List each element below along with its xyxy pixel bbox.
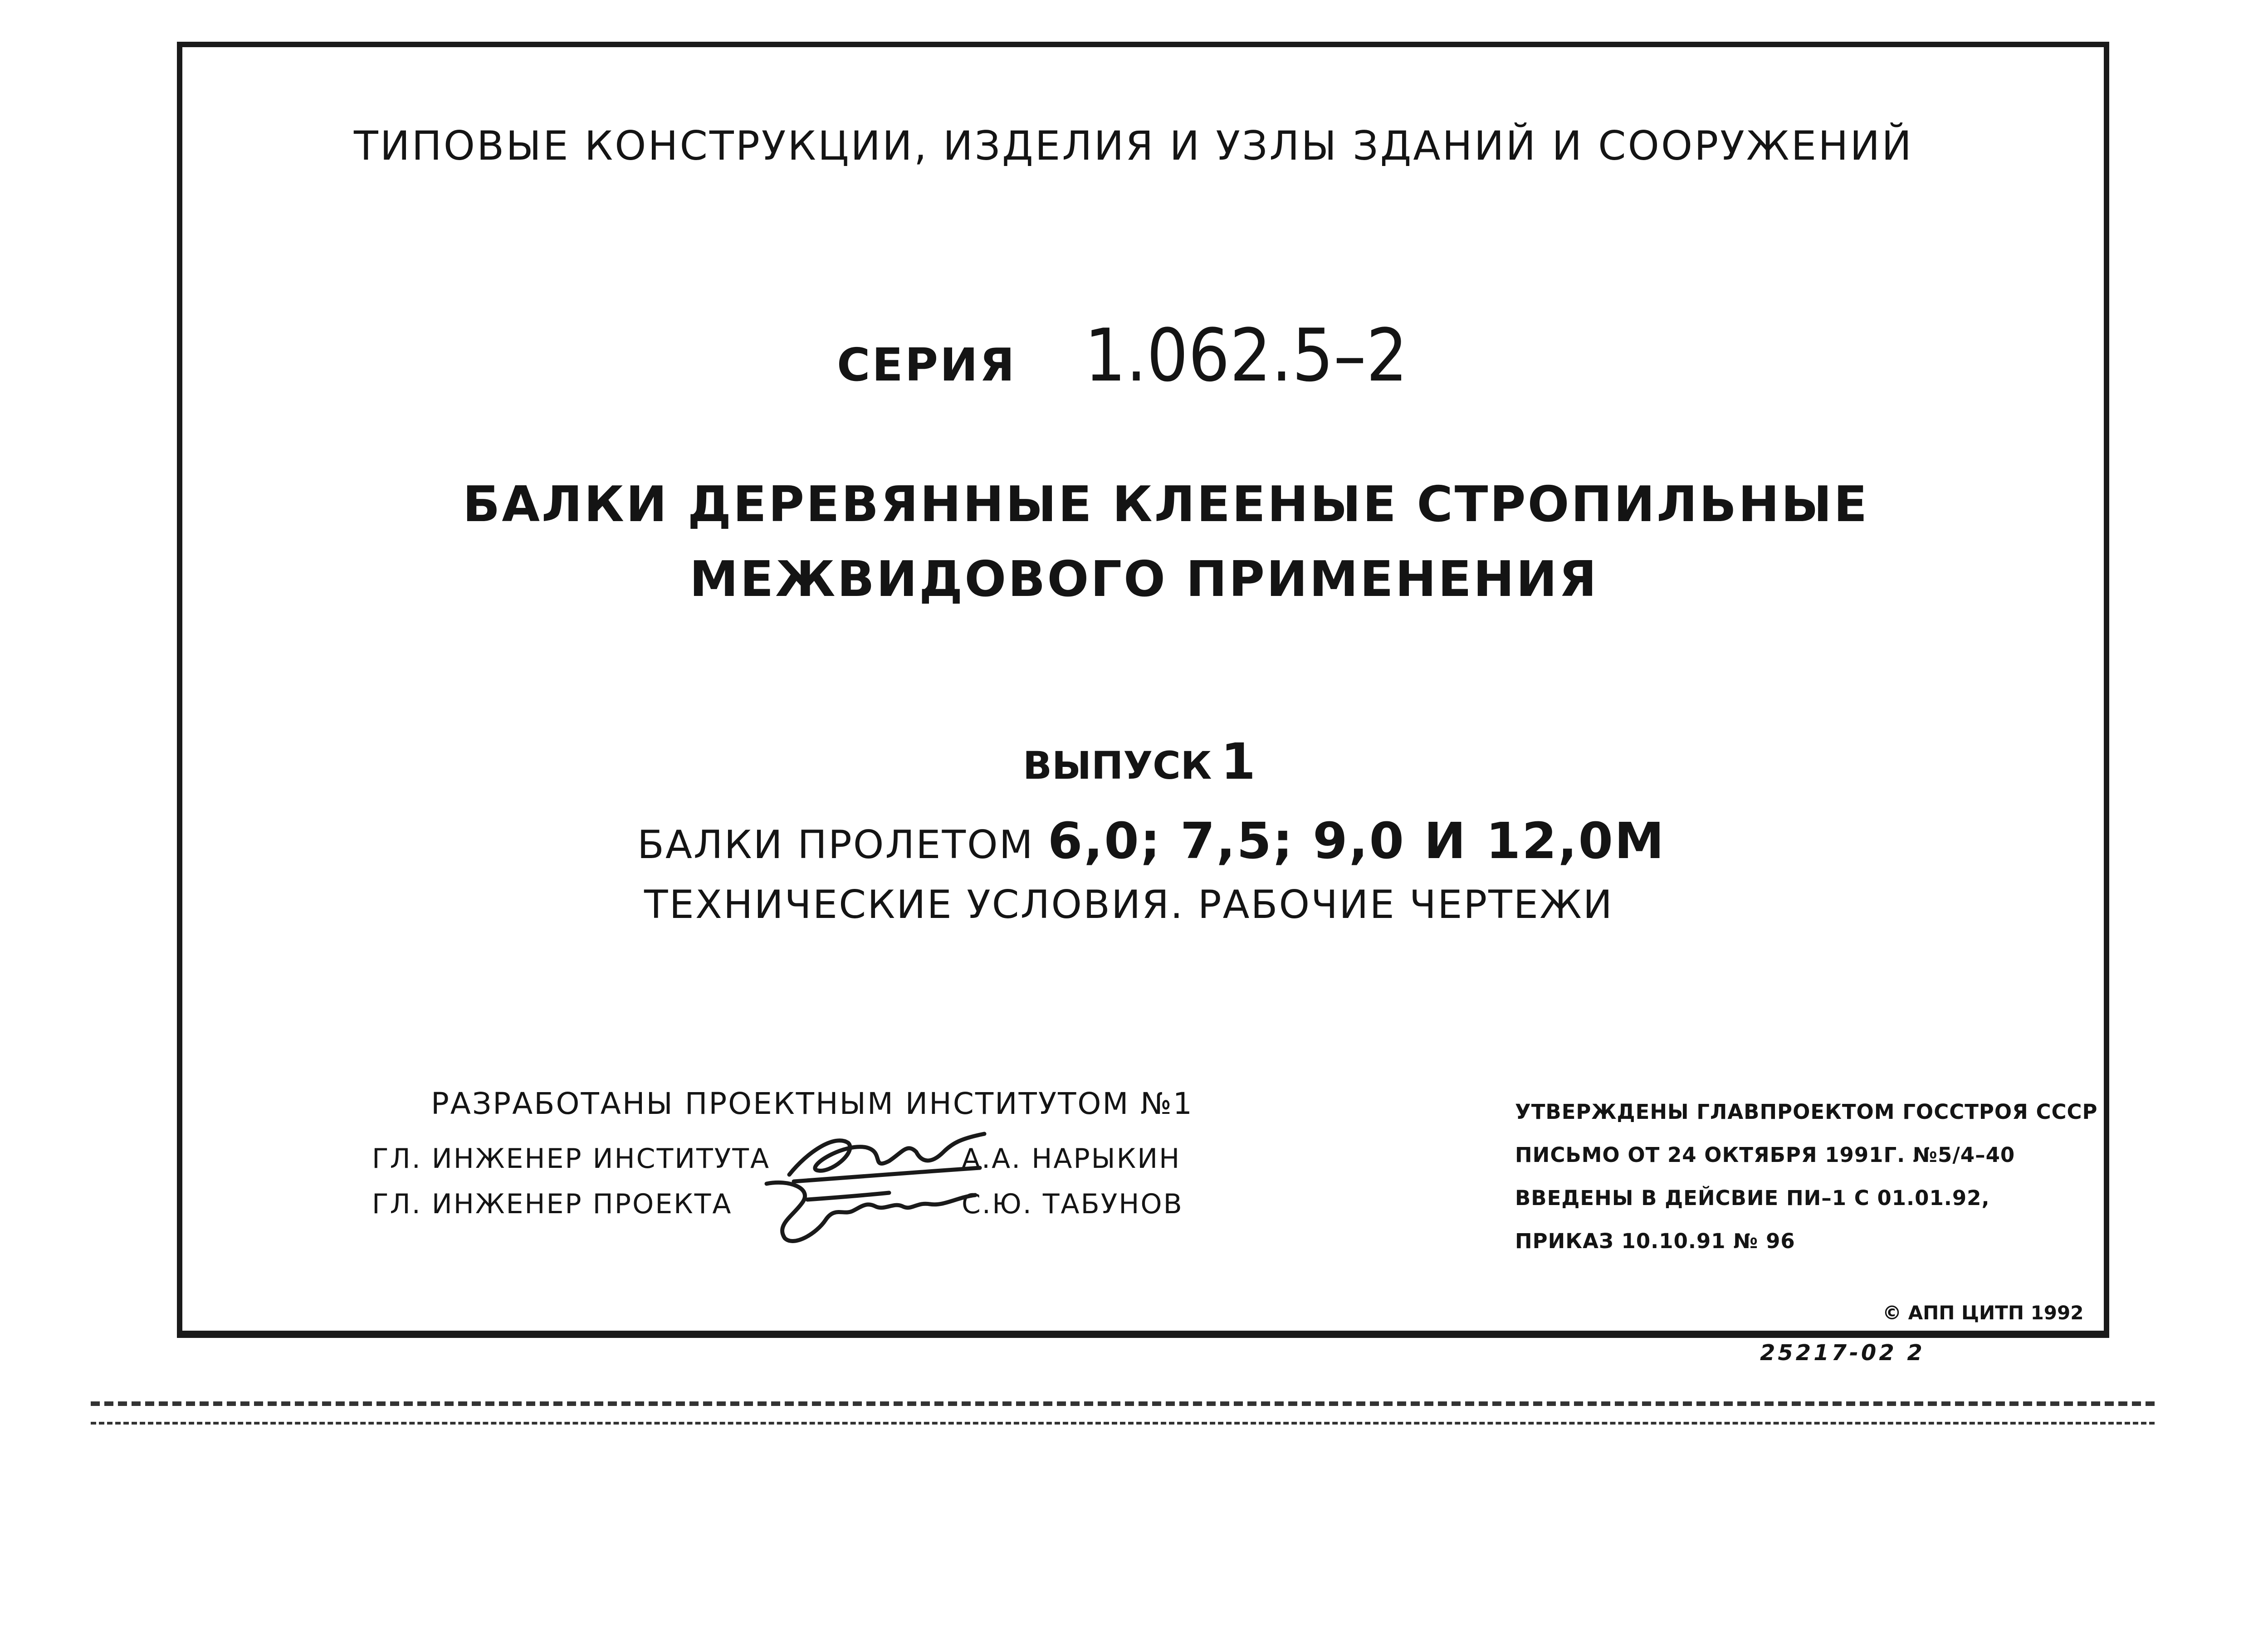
approval-line-1: УТВЕРЖДЕНЫ ГЛАВПРОЕКТОМ ГОССТРОЯ СССР bbox=[1515, 1100, 2098, 1124]
sheet-code: 25217-02 2 bbox=[1760, 1340, 1925, 1366]
approval-line-3: ВВЕДЕНЫ В ДЕЙСВИЕ ПИ–1 С 01.01.92, bbox=[1515, 1186, 1990, 1210]
series-number: 1.062.5–2 bbox=[1084, 313, 1408, 398]
spans-label: БАЛКИ ПРОЛЕТОМ bbox=[637, 822, 1034, 868]
issue-label: ВЫПУСК bbox=[1023, 743, 1212, 788]
issue-line bbox=[1023, 732, 1256, 791]
chief-engineer-institute-name: А.А. НАРЫКИН bbox=[962, 1143, 1181, 1175]
copyright-notice: © АПП ЦИТП 1992 bbox=[1882, 1302, 2084, 1324]
spans-line bbox=[637, 812, 1666, 870]
spans-values: 6,0; 7,5; 9,0 И 12,0М bbox=[1047, 812, 1666, 870]
document-title-line1: БАЛКИ ДЕРЕВЯННЫЕ КЛЕЕНЫЕ СТРОПИЛЬНЫЕ bbox=[463, 476, 1869, 533]
developed-by: РАЗРАБОТАНЫ ПРОЕКТНЫМ ИНСТИТУТОМ №1 bbox=[431, 1086, 1193, 1121]
bottom-rule-2 bbox=[91, 1422, 2155, 1425]
issue-number: 1 bbox=[1221, 732, 1256, 791]
bottom-rule-1 bbox=[91, 1401, 2155, 1406]
technical-conditions-line: ТЕХНИЧЕСКИЕ УСЛОВИЯ. РАБОЧИЕ ЧЕРТЕЖИ bbox=[644, 882, 1614, 927]
signature-project-icon bbox=[748, 1175, 984, 1252]
chief-engineer-project-role: ГЛ. ИНЖЕНЕР ПРОЕКТА bbox=[372, 1188, 733, 1220]
series-label: СЕРИЯ bbox=[837, 338, 1017, 391]
chief-engineer-institute-role: ГЛ. ИНЖЕНЕР ИНСТИТУТА bbox=[372, 1143, 771, 1175]
document-title-line2: МЕЖВИДОВОГО ПРИМЕНЕНИЯ bbox=[689, 551, 1598, 608]
series-heading: ТИПОВЫЕ КОНСТРУКЦИИ, ИЗДЕЛИЯ И УЗЛЫ ЗДАНИЙ И СООРУЖЕНИЙ bbox=[354, 122, 1914, 169]
approval-line-4: ПРИКАЗ 10.10.91 № 96 bbox=[1515, 1229, 1795, 1253]
series-line bbox=[837, 313, 1408, 398]
approval-line-2: ПИСЬМО ОТ 24 ОКТЯБРЯ 1991Г. №5/4–40 bbox=[1515, 1143, 2015, 1167]
chief-engineer-project-name: С.Ю. ТАБУНОВ bbox=[962, 1188, 1183, 1220]
